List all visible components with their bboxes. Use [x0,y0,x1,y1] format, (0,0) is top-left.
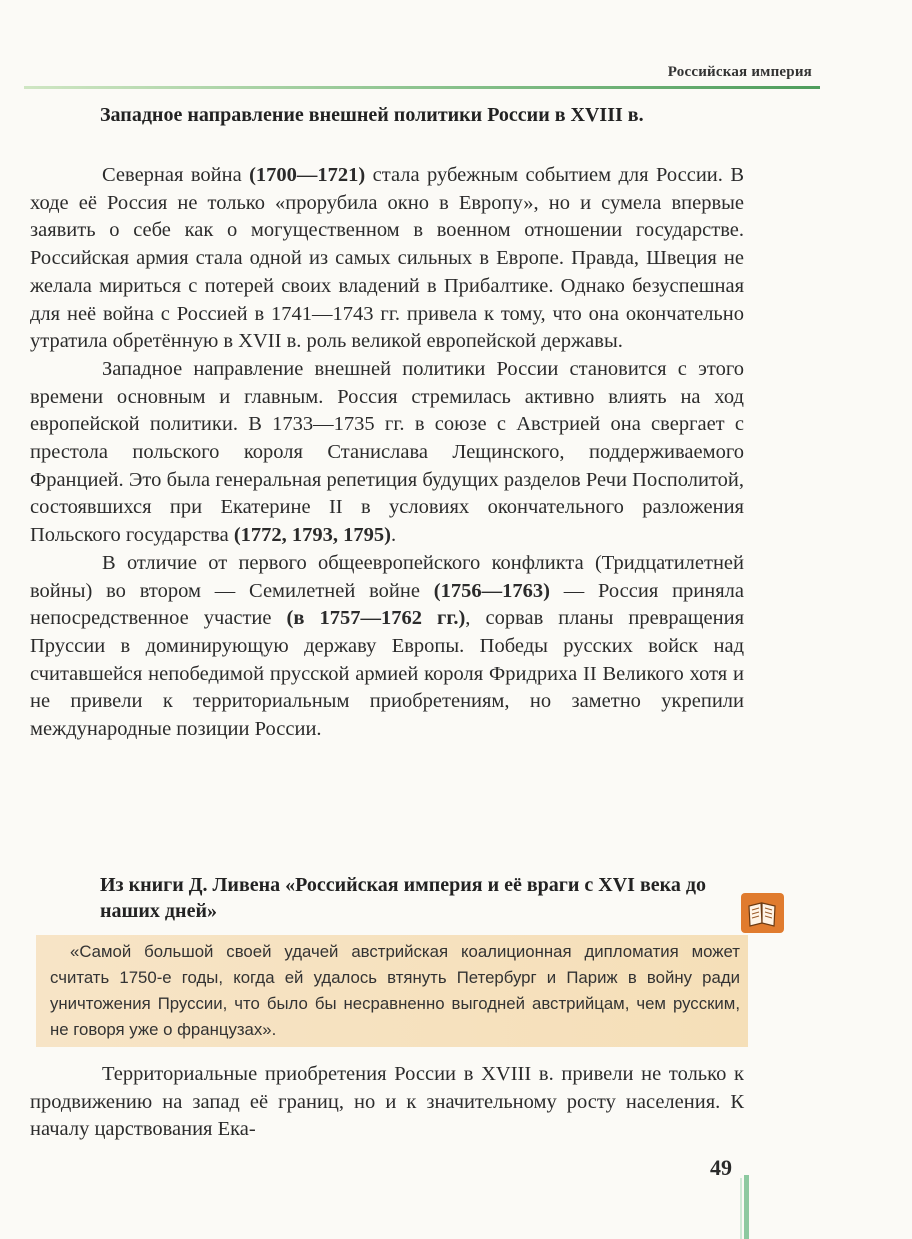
text-run: . [390,524,397,547]
paragraph [30,162,744,356]
bold-date: (в 1757—1762 гг.) [286,607,466,630]
page-edge-light [740,1178,742,1239]
body-text-continued [30,1061,744,1144]
text-run: — Россия приняла непосредственное участие [30,579,745,630]
body-text-main [30,162,744,744]
text-run: Территориальные приобретения России в XVIII в. привели не только к продвижению на запад её границ, но и к значительному росту населения. К началу царствования Ека- [30,1063,744,1141]
page-edge [744,1175,749,1239]
running-head: Российская империя [667,64,812,80]
book-icon [741,893,784,933]
bold-date: (1772, 1793, 1795) [233,524,391,547]
section-title: Западное направление внешней политики России в XVIII в. [100,104,644,126]
text-run: , сорвав планы превращения Пруссии в доминирующую державу Европы. Победы русских войск над считавшейся непобедимой прусской армией короля Фридриха II Великого хотя и не привели к территориальным приобретениям, но заметно укрепили международные позиции России. [30,607,744,741]
paragraph [30,356,744,550]
text-run: Северная война [102,164,250,186]
header-rule [24,86,820,89]
quote-title: Из книги Д. Ливена «Российская империя и её враги с XVI века до наших дней» [100,874,706,922]
text-run: Западное направление внешней политики России становится с этого времени основным и главным. Россия стремилась активно влиять на ход европейской политики. В 1733—1735 гг. в союзе с Австрией она свергает с престола польского короля Станислава Лещинского, поддерживаемого Францией. Это была генеральная репетиция будущих разделов Речи Посполитой, состоявшихся при Екатерине II в условиях окончательного разложения Польского государства [30,357,744,547]
quote-text: «Самой большой своей удачей австрийская коалиционная дипломатия может считать 1750-е годы, когда ей удалось втянуть Петербург и Париж в войну ради уничтожения Пруссии, что было бы несравненно выгодней австрийцам, чем русским, не говоря уже о французах». [50,942,740,1039]
text-run: В отличие от первого общеевропейского конфликта (Тридцатилетней войны) во втором — Семилетней войне [30,551,744,602]
paragraph [30,550,744,744]
text-run: стала рубежным событием для России. В ходе её Россия не только «прорубила окно в Европу», но и сумела впервые заявить о себе как о могущественном в военном отношении государстве. Российская армия стала одной из самых сильных в Европе. Правда, Швеция не желала мириться с потерей своих владений в Прибалтике. Однако безуспешная для неё война с Россией в 1741—1743 гг. привела к тому, что она окончательно утратила обретённую в XVII в. роль великой европейской державы. [30,164,744,353]
paragraph [30,1061,744,1144]
page-number: 49 [710,1155,732,1180]
bold-date: (1756—1763) [433,579,550,602]
bold-date: (1700—1721) [249,164,366,186]
